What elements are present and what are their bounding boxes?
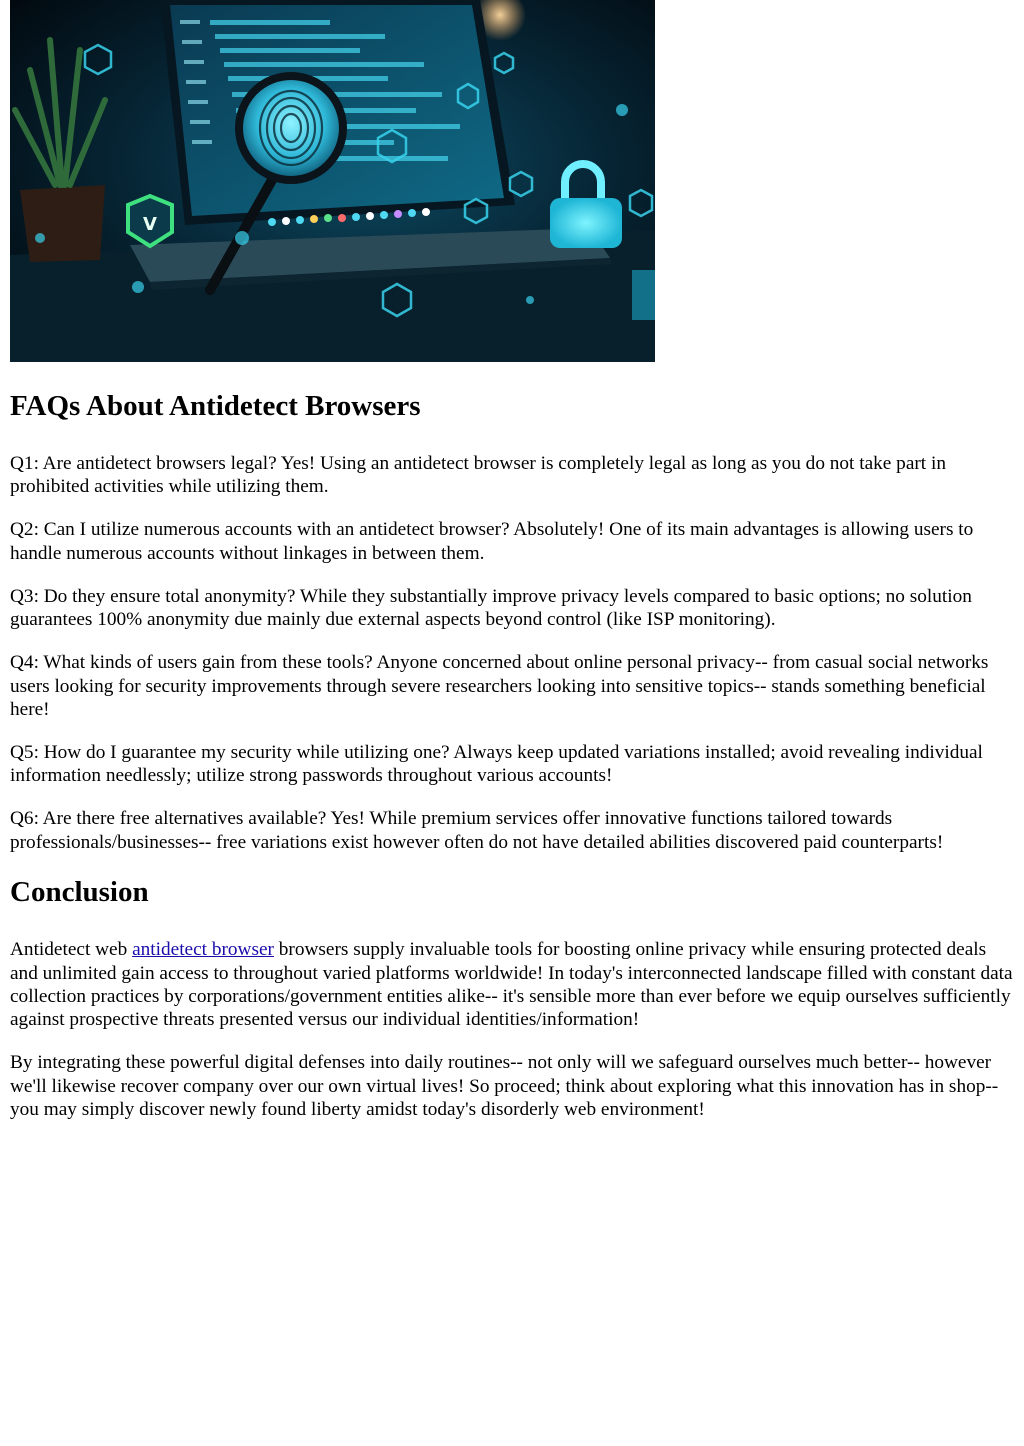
faq-item-q4: Q4: What kinds of users gain from these tools? Anyone concerned about online personal privacy-- from casual social networks users looking for security improvements through severe researchers looking into sensitive topics-- stands something beneficial here!: [10, 652, 989, 721]
svg-text:V: V: [143, 214, 157, 235]
conclusion-heading: Conclusion: [10, 876, 149, 909]
hero-image: [10, 0, 655, 362]
antidetect-browser-link[interactable]: antidetect browser: [132, 939, 274, 961]
faq-heading: FAQs About Antidetect Browsers: [10, 390, 421, 422]
faq-item-q3: Q3: Do they ensure total anonymity? While they substantially improve privacy levels compared to basic options; no solution guarantees 100% anonymity due mainly due external aspects beyond control (like ISP monitoring).: [10, 585, 972, 631]
fingerprint-magnifier-laptop-illustration: [10, 0, 655, 362]
conclusion-p1-lead: Antidetect web: [10, 939, 133, 961]
conclusion-paragraph-1: [10, 938, 1016, 1032]
faq-item-q1: Q1: Are antidetect browsers legal? Yes! Using an antidetect browser is completely legal as long as you do not take part in prohibited activities while utilizing them.: [10, 453, 946, 498]
conclusion-paragraph-2: By integrating these powerful digital defenses into daily routines-- not only will we safeguard ourselves much better-- however we'll likewise recover company over our own virtual lives! So proceed; think about exploring what this innovation has in shop-- you may simply discover newly found liberty amidst today's disorderly web environment!: [10, 1052, 999, 1121]
faq-item-q5: Q5: How do I guarantee my security while utilizing one? Always keep updated variations installed; avoid revealing individual information needlessly; utilize strong passwords throughout various accounts!: [10, 742, 983, 787]
article: [10, 0, 1016, 1122]
faq-item-q2: Q2: Can I utilize numerous accounts with an antidetect browser? Absolutely! One of its main advantages is allowing users to handle numerous accounts without linkages in between them.: [10, 519, 974, 564]
conclusion-p1-rest: browsers supply invaluable tools for boosting online privacy while ensuring protected deals and unlimited gain access to throughout varied platforms worldwide! In today's interconnected landscape filled with constant data collection practices by corporations/government entities alike-- it's sensible more than ever before we equip ourselves sufficiently against prospective threats presented versus our individual identities/information!: [10, 939, 1013, 1031]
faq-item-q6: Q6: Are there free alternatives available? Yes! While premium services offer innovative functions tailored towards professionals/businesses-- free variations exist however often do not have detailed abilities discovered paid counterparts!: [10, 808, 944, 853]
